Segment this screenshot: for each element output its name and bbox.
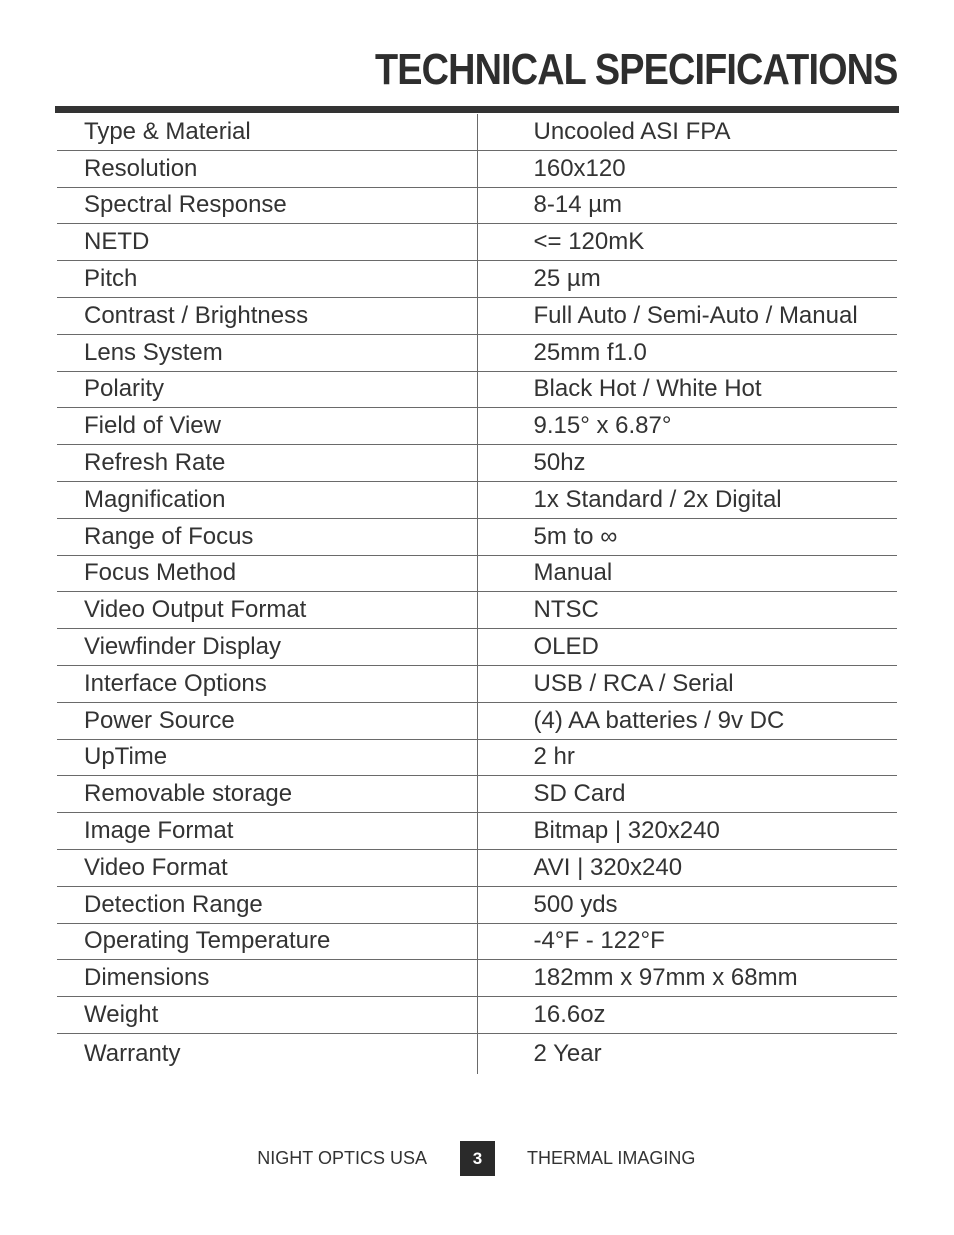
spec-label: Field of View <box>57 408 477 445</box>
spec-value: 16.6oz <box>477 997 897 1034</box>
spec-label: Focus Method <box>57 555 477 592</box>
spec-label: Lens System <box>57 334 477 371</box>
spec-value: Manual <box>477 555 897 592</box>
spec-value: 50hz <box>477 445 897 482</box>
spec-label: NETD <box>57 224 477 261</box>
spec-label: Dimensions <box>57 960 477 997</box>
spec-value: 5m to ∞ <box>477 518 897 555</box>
table-row <box>57 555 897 592</box>
spec-label: Viewfinder Display <box>57 629 477 666</box>
spec-label: Weight <box>57 997 477 1034</box>
spec-value: Uncooled ASI FPA <box>477 114 897 150</box>
spec-label: Magnification <box>57 481 477 518</box>
spec-value: 8-14 µm <box>477 187 897 224</box>
spec-label: Operating Temperature <box>57 923 477 960</box>
table-row <box>57 114 897 150</box>
table-row <box>57 665 897 702</box>
spec-value: -4°F - 122°F <box>477 923 897 960</box>
spec-value: Black Hot / White Hot <box>477 371 897 408</box>
table-row <box>57 923 897 960</box>
title-divider <box>55 106 899 113</box>
spec-label: Resolution <box>57 150 477 187</box>
table-row <box>57 518 897 555</box>
spec-value: (4) AA batteries / 9v DC <box>477 702 897 739</box>
spec-label: Video Output Format <box>57 592 477 629</box>
table-row <box>57 224 897 261</box>
table-row <box>57 445 897 482</box>
spec-value: 9.15° x 6.87° <box>477 408 897 445</box>
spec-value: 25 µm <box>477 261 897 298</box>
spec-label: Removable storage <box>57 776 477 813</box>
spec-value: 2 Year <box>533 1039 602 1067</box>
spec-value: 500 yds <box>477 886 897 923</box>
spec-value: SD Card <box>477 776 897 813</box>
spec-value: USB / RCA / Serial <box>477 665 897 702</box>
table-row <box>57 886 897 923</box>
page-title: TECHNICAL SPECIFICATIONS <box>375 45 898 94</box>
page-number-badge: 3 <box>460 1141 495 1176</box>
spec-table <box>57 114 897 1074</box>
footer-brand: NIGHT OPTICS USA <box>257 1148 427 1168</box>
table-row <box>57 813 897 850</box>
table-row <box>57 997 897 1034</box>
spec-value: 1x Standard / 2x Digital <box>477 481 897 518</box>
table-row <box>57 261 897 298</box>
spec-value: 25mm f1.0 <box>477 334 897 371</box>
spec-value: Full Auto / Semi-Auto / Manual <box>477 297 897 334</box>
spec-value: OLED <box>477 629 897 666</box>
table-row <box>57 739 897 776</box>
spec-label: Pitch <box>57 261 477 298</box>
spec-label: Power Source <box>57 702 477 739</box>
table-row <box>57 297 897 334</box>
spec-value: 2 hr <box>477 739 897 776</box>
table-row <box>57 629 897 666</box>
table-row <box>57 592 897 629</box>
spec-label: Interface Options <box>57 665 477 702</box>
spec-label: Polarity <box>57 371 477 408</box>
spec-value: NTSC <box>477 592 897 629</box>
spec-label: Warranty <box>57 1033 477 1074</box>
spec-label: Refresh Rate <box>57 445 477 482</box>
spec-label: Spectral Response <box>57 187 477 224</box>
table-row <box>57 408 897 445</box>
table-row <box>57 150 897 187</box>
spec-label: Type & Material <box>57 114 477 150</box>
spec-label: UpTime <box>57 739 477 776</box>
table-row <box>57 371 897 408</box>
table-row <box>57 960 897 997</box>
spec-label: Video Format <box>57 849 477 886</box>
table-row <box>57 334 897 371</box>
table-row <box>57 776 897 813</box>
spec-label: Detection Range <box>57 886 477 923</box>
table-row <box>57 187 897 224</box>
spec-value: <= 120mK <box>477 224 897 261</box>
page-footer <box>0 1141 954 1176</box>
spec-value: Bitmap | 320x240 <box>477 813 897 850</box>
spec-label: Contrast / Brightness <box>57 297 477 334</box>
table-row <box>57 1033 897 1074</box>
spec-value: 182mm x 97mm x 68mm <box>477 960 897 997</box>
spec-value: 160x120 <box>477 150 897 187</box>
table-row <box>57 702 897 739</box>
spec-value: AVI | 320x240 <box>477 849 897 886</box>
table-row <box>57 481 897 518</box>
footer-section: THERMAL IMAGING <box>527 1148 696 1168</box>
spec-label: Range of Focus <box>57 518 477 555</box>
spec-label: Image Format <box>57 813 477 850</box>
table-row <box>57 849 897 886</box>
